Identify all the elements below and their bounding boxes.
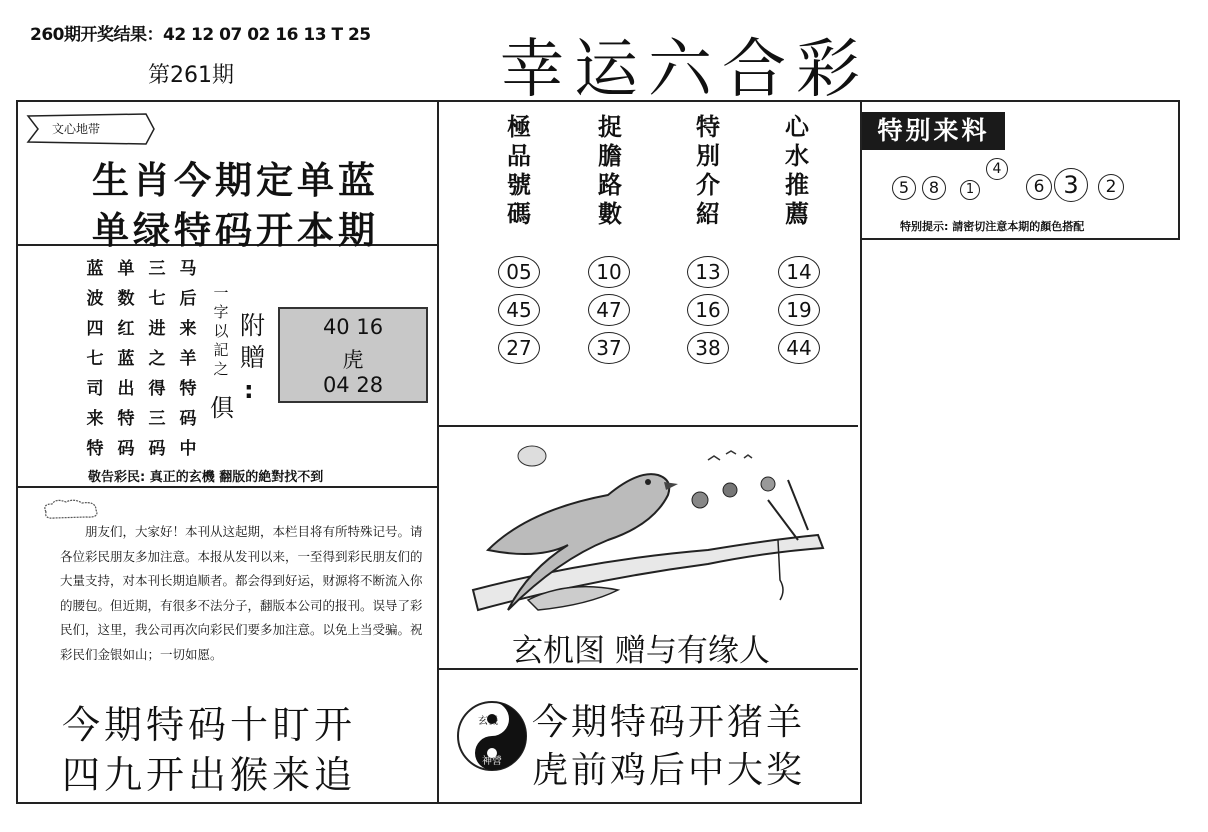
column-head-char: 特 (696, 112, 720, 141)
poem-char: 司 (86, 379, 104, 399)
column-head-char: 心 (785, 112, 809, 141)
special-ball: 5 (892, 176, 916, 200)
column-head-char: 極 (507, 112, 531, 141)
issue-number: 第261期 (148, 63, 234, 88)
poem-char: 出 (117, 379, 135, 399)
side-note-char: 一 (213, 284, 229, 302)
poem-char: 数 (117, 289, 135, 309)
special-ball: 8 (922, 176, 946, 200)
column-head-char: 品 (507, 141, 531, 170)
divider-center-1 (437, 425, 858, 427)
column-head-char: 推 (785, 170, 809, 199)
poem-char: 之 (148, 349, 166, 369)
ribbon-label: 文心地带 (52, 122, 101, 136)
poem-char: 七 (148, 289, 166, 309)
divider-left-2 (16, 486, 437, 488)
poem-char: 三 (148, 259, 166, 279)
number-circle: 19 (778, 294, 820, 326)
special-ball: 6 (1026, 174, 1052, 200)
poem-char: 码 (179, 409, 197, 429)
column-head-char: 數 (598, 199, 622, 228)
poem-char: 四 (86, 319, 104, 339)
side-note-char: 記 (213, 341, 229, 359)
side-note-end: 俱 (210, 394, 234, 422)
poem-char: 蓝 (86, 259, 104, 279)
side-note-char: 之 (213, 360, 229, 378)
number-circle: 47 (588, 294, 630, 326)
gift-label (240, 310, 268, 374)
gift-numbers-box (278, 307, 428, 403)
special-hint: 特别提示: 請密切注意本期的顏色搭配 (900, 220, 1085, 233)
poem-char: 马 (179, 259, 197, 279)
poem-char: 得 (148, 379, 166, 399)
number-circle: 37 (588, 332, 630, 364)
emblem-text-top: 玄機 (478, 716, 498, 727)
column-head-char: 碼 (507, 199, 531, 228)
poem-column (84, 254, 106, 464)
column-head-char: 薦 (785, 199, 809, 228)
cloud-badge-icon (40, 498, 102, 520)
poem-char: 特 (179, 379, 197, 399)
warning-text: 敬告彩民: 真正的玄機 翻版的絶對找不到 (88, 470, 324, 485)
gift-colon: : (244, 376, 254, 404)
special-ball: 2 (1098, 174, 1124, 200)
special-tag: 特别来料 (862, 112, 1005, 150)
headline-line-1: 生肖今期定单蓝 (92, 158, 379, 202)
headline-line-2: 单绿特码开本期 (92, 208, 379, 252)
column-head-char: 水 (785, 141, 809, 170)
column-head (782, 112, 812, 228)
gift-row-2: 虎 (342, 348, 364, 372)
number-circle: 45 (498, 294, 540, 326)
column-head-char: 號 (507, 170, 531, 199)
poem-column (146, 254, 168, 464)
announcement-paragraph: 朋友们，大家好！本刊从这起期，本栏目将有所特殊记号。请各位彩民朋友多加注意。本报从发刊以来，一至得到彩民朋友们的大量支持，对本刊长期追顺者。都会得到好运，财源将不断流入你的腰包。但近期，有很多不法分子，翻版本公司的报刊。误导了彩民们，这里，我公司再次向彩民们要多加注意。以免上当受骗。祝彩民们金银如山；一切如愿。 (60, 524, 423, 662)
column-head-char: 別 (696, 141, 720, 170)
column-head-char: 紹 (696, 199, 720, 228)
poem-char: 三 (148, 409, 166, 429)
page-title: 幸运六合彩 (500, 33, 870, 107)
draw-result-header: 260期开奖结果：42 12 07 02 16 13 T 25 (30, 25, 371, 45)
bottom-left-line-2: 四九开出猴来追 (62, 753, 357, 797)
poem-char: 波 (86, 289, 104, 309)
number-circle: 05 (498, 256, 540, 288)
number-circle: 14 (778, 256, 820, 288)
number-circle: 16 (687, 294, 729, 326)
bird-on-branch-illustration (468, 440, 838, 622)
gift-row-3: 04 28 (322, 373, 384, 397)
side-note (212, 284, 230, 379)
number-circle: 27 (498, 332, 540, 364)
poem-char: 进 (148, 319, 166, 339)
number-circle: 38 (687, 332, 729, 364)
number-circle: 44 (778, 332, 820, 364)
poem-char: 特 (117, 409, 135, 429)
poem-char: 来 (86, 409, 104, 429)
poem-char: 码 (148, 439, 166, 459)
gift-label-char: 附 (240, 311, 266, 340)
recommend-columns (442, 112, 858, 422)
column-head-char: 路 (598, 170, 622, 199)
special-ball: 3 (1054, 168, 1088, 202)
emblem-text-bottom: 神營 (482, 756, 502, 767)
poem-char: 中 (179, 439, 197, 459)
gift-row-1: 40 16 (322, 315, 384, 339)
number-circle: 13 (687, 256, 729, 288)
column-head (504, 112, 534, 228)
gift-label-char: 贈 (240, 343, 266, 372)
poem-char: 蓝 (117, 349, 135, 369)
poem-char: 特 (86, 439, 104, 459)
divider-vertical (437, 100, 439, 802)
bottom-left-line-1: 今期特码十盯开 (62, 703, 357, 747)
poem-char: 单 (117, 259, 135, 279)
poem-char: 七 (86, 349, 104, 369)
side-note-char: 字 (213, 303, 229, 321)
special-ball: 1 (960, 180, 980, 200)
column-head-char: 介 (696, 170, 720, 199)
column-head-char: 捉 (598, 112, 622, 141)
poem-char: 羊 (179, 349, 197, 369)
bottom-center-line-2: 虎前鸡后中大奖 (532, 750, 806, 791)
bottom-center-line-1: 今期特码开猪羊 (532, 702, 806, 743)
column-head (693, 112, 723, 228)
side-note-char: 以 (213, 322, 229, 340)
poem-char: 红 (117, 319, 135, 339)
picture-caption: 玄机图 赠与有缘人 (512, 633, 770, 669)
poem-column (115, 254, 137, 464)
special-ball: 4 (986, 158, 1008, 180)
poem-char: 来 (179, 319, 197, 339)
number-circle: 10 (588, 256, 630, 288)
column-head-char: 膽 (598, 141, 622, 170)
poem-column (177, 254, 199, 464)
column-head (595, 112, 625, 228)
poem-char: 后 (179, 289, 197, 309)
poem-block (84, 254, 204, 464)
poem-char: 码 (117, 439, 135, 459)
